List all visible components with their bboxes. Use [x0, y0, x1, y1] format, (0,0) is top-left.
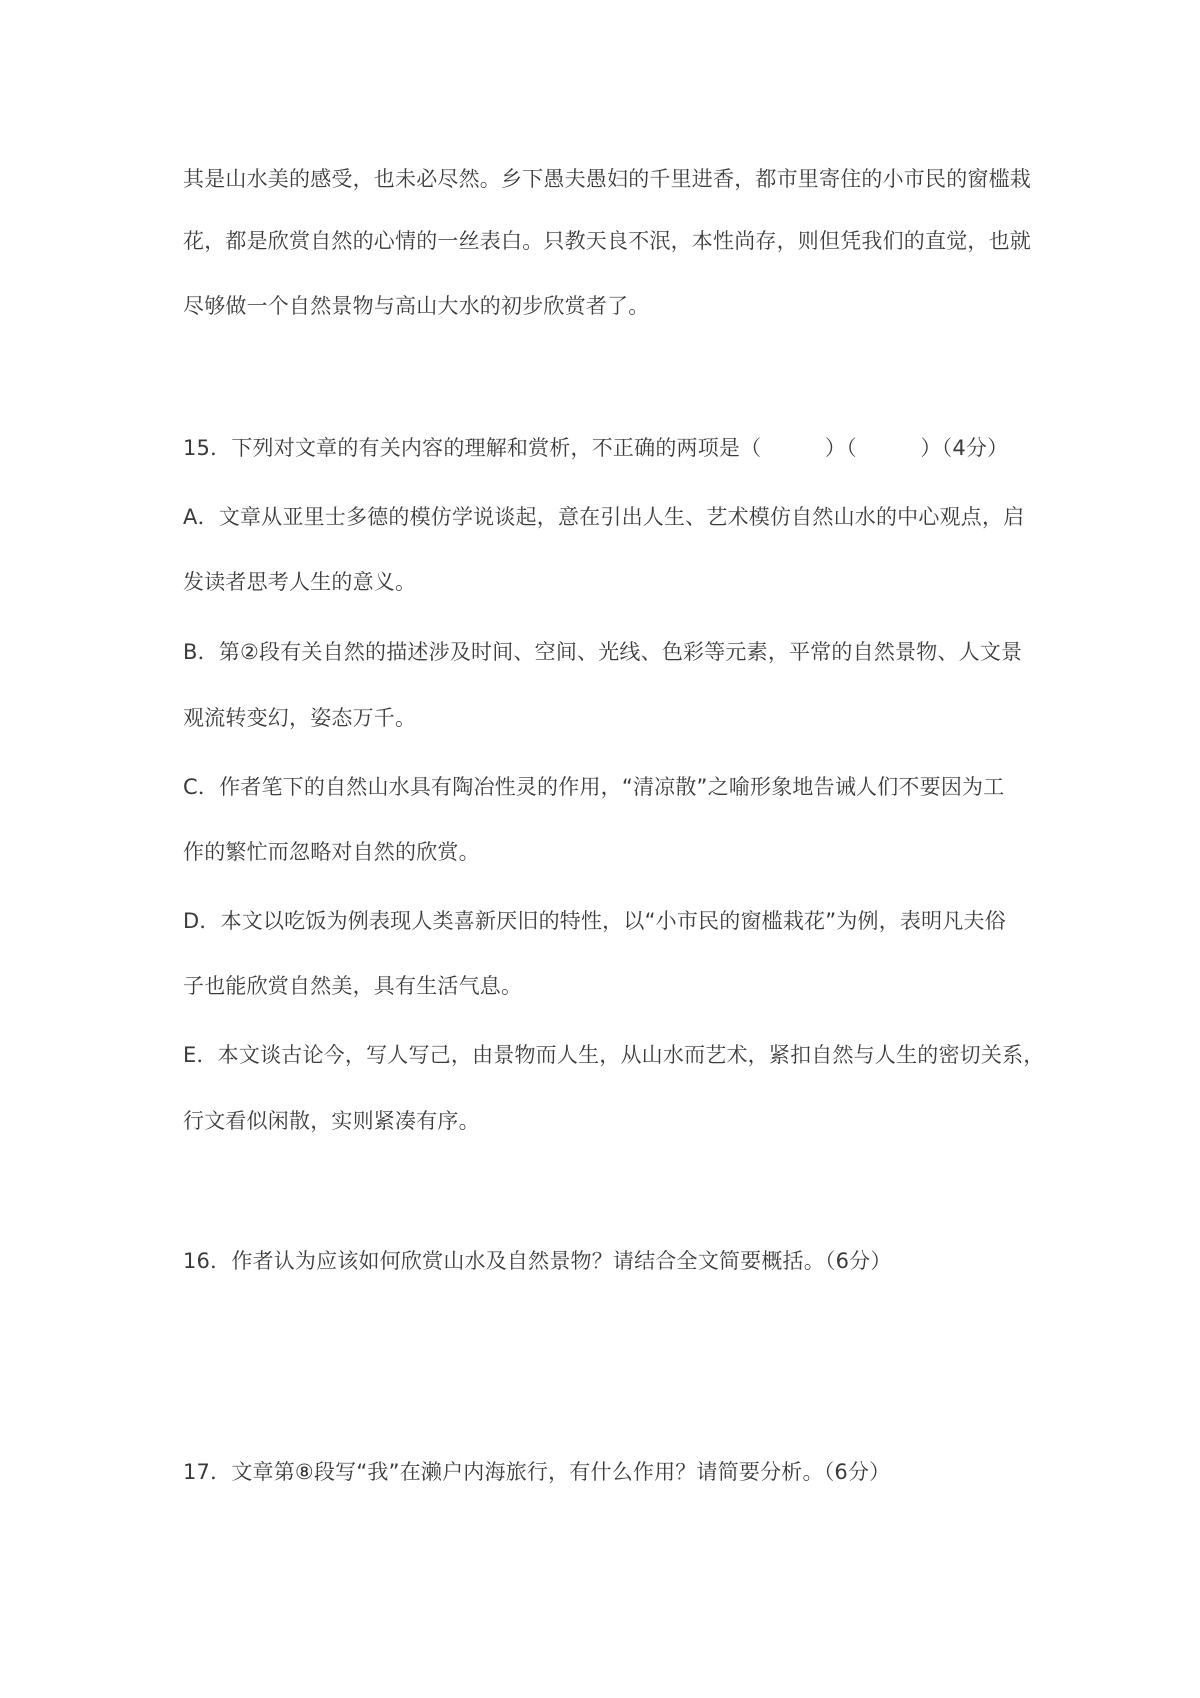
option-c-line-1: C．作者笔下的自然山水具有陶冶性灵的作用，“清凉散”之喻形象地告诫人们不要因为工: [183, 775, 1005, 799]
option-d-line-2: 子也能欣赏自然美，具有生活气息。: [183, 974, 523, 998]
option-e-line-1: E．本文谈古论今，写人写己，由景物而人生，从山水而艺术，紧扣自然与人生的密切关系，: [183, 1043, 1045, 1067]
option-a-line-2: 发读者思考人生的意义。: [183, 570, 417, 594]
question-17-stem: 17．文章第⑧段写“我”在濑户内海旅行，有什么作用？请简要分析。（6分）: [183, 1460, 891, 1484]
passage-line: 其是山水美的感受，也未必尽然。乡下愚夫愚妇的千里进香，都市里寄住的小市民的窗槛栽: [183, 167, 1031, 191]
question-16-stem: 16．作者认为应该如何欣赏山水及自然景物？请结合全文简要概括。（6分）: [183, 1249, 892, 1273]
passage-line: 尽够做一个自然景物与高山大水的初步欣赏者了。: [183, 294, 650, 318]
option-b-line-1: B．第②段有关自然的描述涉及时间、空间、光线、色彩等元素，平常的自然景物、人文景: [183, 640, 1023, 664]
passage-line: 花，都是欣赏自然的心情的一丝表白。只教天良不泯，本性尚存，则但凭我们的直觉，也就: [183, 229, 1031, 253]
option-d-line-1: D．本文以吃饭为例表现人类喜新厌旧的特性，以“小市民的窗槛栽花”为例，表明凡夫俗: [183, 909, 1006, 933]
question-15-stem: 15．下列对文章的有关内容的理解和赏析，不正确的两项是（ ）（ ）（4分）: [183, 436, 1009, 460]
option-b-line-2: 观流转变幻，姿态万千。: [183, 706, 417, 730]
option-e-line-2: 行文看似闲散，实则紧凑有序。: [183, 1109, 480, 1133]
option-c-line-2: 作的繁忙而忽略对自然的欣赏。: [183, 840, 480, 864]
option-a-line-1: A．文章从亚里士多德的模仿学说谈起，意在引出人生、艺术模仿自然山水的中心观点，启: [183, 505, 1025, 529]
